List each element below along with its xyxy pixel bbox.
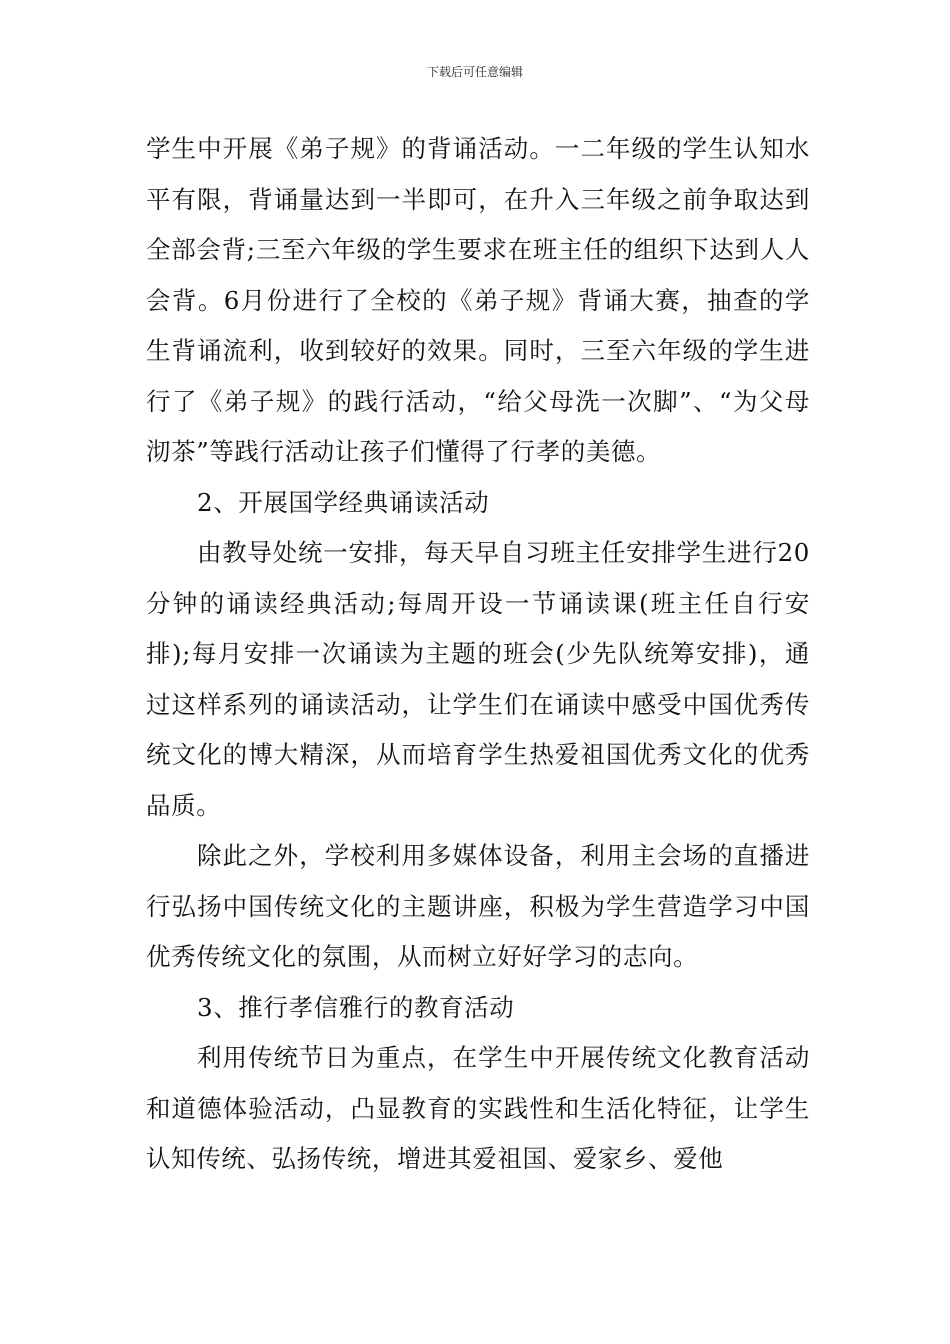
paragraph-dizigui-recitation: 学生中开展《弟子规》的背诵活动。一二年级的学生认知水平有限，背诵量达到一半即可，在升入三年级之前争取达到全部会背;三至六年级的学生要求在班主任的组织下达到人人会背。6月份进行了全校的《弟子规》背诵大赛，抽查的学生背诵流利，收到较好的效果。同时，三至六年级的学生进行了《弟子规》的践行活动，“给父母洗一次脚”、“为父母沏茶”等践行活动让孩子们懂得了行孝的美德。: [146, 134, 810, 466]
paragraph-daily-reading: 由教导处统一安排，每天早自习班主任安排学生进行20分钟的诵读经典活动;每周开设一节诵读课(班主任自行安排);每月安排一次诵读为主题的班会(少先队统筹安排)，通过这样系列的诵读活动，让学生们在诵读中感受中国优秀传统文化的博大精深，从而培育学生热爱祖国优秀文化的优秀品质。: [146, 538, 810, 820]
page-header: 下载后可任意编辑: [426, 65, 523, 79]
section-heading-classics-reading: 2、开展国学经典诵读活动: [197, 487, 490, 517]
paragraph-multimedia-lectures: 除此之外，学校利用多媒体设备，利用主会场的直播进行弘扬中国传统文化的主题讲座，积极为学生营造学习中国优秀传统文化的氛围，从而树立好好学习的志向。: [146, 841, 810, 971]
document-body: [146, 124, 810, 1185]
paragraph-traditional-festivals: 利用传统节日为重点，在学生中开展传统文化教育活动和道德体验活动，凸显教育的实践性和生活化特征，让学生认知传统、弘扬传统，增进其爱祖国、爱家乡、爱他: [146, 1043, 810, 1173]
section-heading-filial-education: 3、推行孝信雅行的教育活动: [197, 992, 515, 1022]
